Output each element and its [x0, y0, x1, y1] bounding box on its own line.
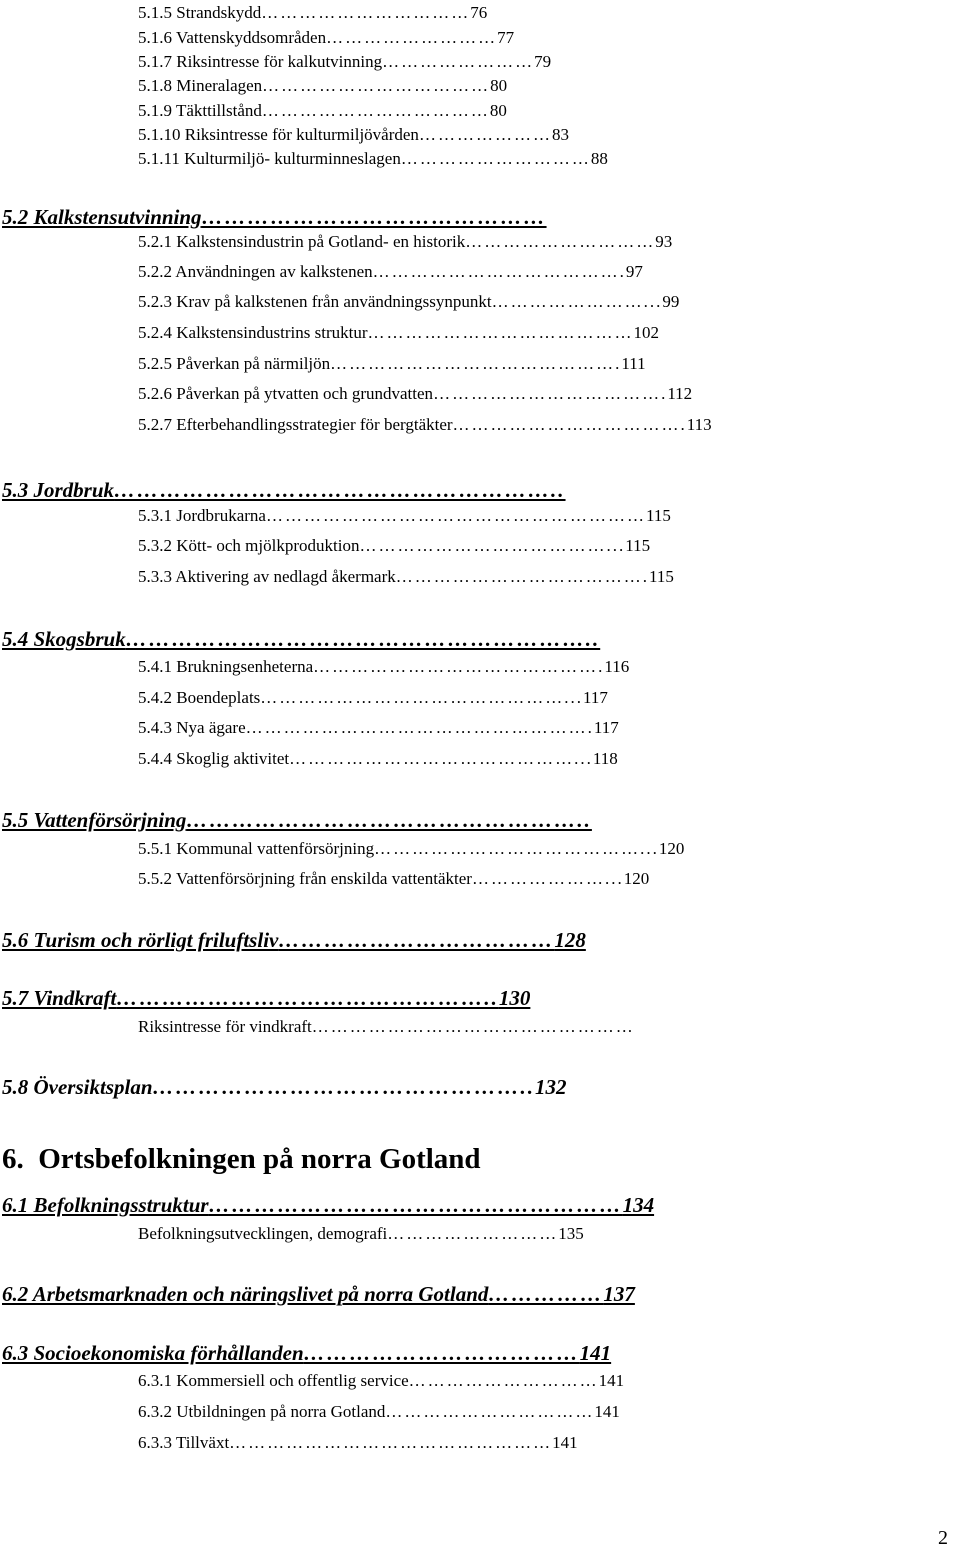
toc-dot-leader: …………………...	[471, 869, 624, 888]
toc-subentry	[138, 1432, 938, 1454]
toc-page-number: 79	[534, 52, 552, 71]
toc-dot-leader: ……………	[488, 1282, 604, 1306]
toc-subentry	[138, 1016, 938, 1038]
toc-dot-leader: ……………………………………………	[229, 1433, 553, 1452]
toc-dot-leader: ………………………………….	[395, 567, 650, 586]
toc-entry-title: 6.3.1 Kommersiell och offentlig service	[138, 1371, 409, 1390]
toc-page-number: 102	[633, 323, 659, 342]
toc-dot-leader: ………………………………	[278, 928, 555, 952]
toc-entry-title: 5.6 Turism och rörligt friluftsliv	[2, 928, 279, 952]
toc-subentry	[138, 75, 927, 97]
toc-entry-title: Riksintresse för vindkraft	[138, 1017, 312, 1036]
toc-page-number: 134	[622, 1193, 655, 1217]
toc-page-number: 76	[470, 3, 488, 22]
toc-dot-leader: …………………………………………..	[152, 1075, 536, 1099]
toc-entry-title: 6.1 Befolkningsstruktur	[2, 1193, 209, 1217]
toc-subentry	[138, 27, 927, 49]
toc-entry-title: 5.1.7 Riksintresse för kalkutvinning	[138, 52, 383, 71]
toc-entry-title: 5.3.3 Aktivering av nedlagd åkermark	[138, 567, 396, 586]
toc-dot-leader: ……………………………………………….	[245, 718, 594, 737]
toc-entry-title: 5.3.2 Kött- och mjölkproduktion	[138, 536, 360, 555]
toc-subentry	[138, 2, 927, 24]
toc-dot-leader: ……………………………………	[367, 323, 634, 342]
toc-dot-leader: ………………………………………...	[289, 749, 593, 768]
toc-entry-title: 5.2.6 Påverkan på ytvatten och grundvatten	[138, 384, 434, 403]
toc-section	[2, 985, 935, 1012]
toc-entry-title: 5.2.4 Kalkstensindustrins struktur	[138, 323, 368, 342]
toc-dot-leader: ……………………...	[491, 292, 663, 311]
toc-dot-leader: ………………………………	[262, 76, 491, 95]
toc-dot-leader: ……………………………….	[433, 384, 668, 403]
toc-entry-title: 5.2.7 Efterbehandlingsstrategier för bergtäkter	[138, 415, 453, 434]
toc-section	[2, 807, 954, 834]
toc-dot-leader: ………………………………	[303, 1341, 580, 1365]
toc-entry-title: 6.3.3 Tillväxt	[138, 1433, 230, 1452]
toc-subentry	[138, 124, 927, 146]
toc-subentry	[138, 505, 938, 527]
toc-page-number: 77	[497, 28, 515, 47]
toc-dot-leader: ……………………………………………..	[186, 808, 592, 832]
toc-subentry	[138, 838, 938, 860]
toc-dot-leader: ……………………………………………	[311, 1017, 635, 1036]
toc-section	[2, 1340, 935, 1367]
toc-subentry	[138, 1370, 938, 1392]
toc-entry-title: 5.1.5 Strandskydd	[138, 3, 262, 22]
toc-entry-title: 5.8 Översiktsplan	[2, 1075, 153, 1099]
toc-page-number: 117	[583, 688, 608, 707]
toc-entry-title: 5.2.1 Kalkstensindustrin på Gotland- en historik	[138, 232, 466, 251]
toc-subentry	[138, 1401, 938, 1423]
toc-page-number: 130	[498, 986, 531, 1010]
toc-page-number: 99	[662, 292, 680, 311]
toc-dot-leader: ……………………………	[261, 3, 471, 22]
toc-dot-leader: ……………………………………………………	[265, 506, 646, 525]
toc-page-number: 120	[623, 869, 650, 888]
toc-page-number: 117	[593, 718, 619, 737]
toc-page-number: 128	[554, 928, 586, 952]
toc-subentry	[138, 261, 938, 283]
toc-subentry	[138, 868, 938, 890]
toc-entry-title: 6. Ortsbefolkningen på norra Gotland	[2, 1143, 481, 1175]
toc-section	[2, 1281, 935, 1308]
toc-page-number: 115	[649, 567, 674, 586]
toc-entry-title: 6.2 Arbetsmarknaden och näringslivet på norra Gotland	[2, 1282, 489, 1306]
toc-dot-leader: …………………………	[465, 232, 656, 251]
toc-page-number: 115	[625, 536, 651, 555]
toc-page-number: 141	[594, 1402, 620, 1421]
toc-dot-leader: ……………………………………….	[313, 657, 605, 676]
toc-section	[2, 927, 935, 954]
toc-entry-title: 5.5.1 Kommunal vattenförsörjning	[138, 839, 375, 858]
toc-dot-leader: …………………………………………...	[260, 688, 584, 707]
toc-subentry	[138, 748, 938, 770]
toc-section	[2, 626, 954, 653]
toc-page-number: 115	[645, 506, 671, 525]
toc-page-number: 118	[592, 749, 618, 768]
toc-section	[2, 477, 960, 504]
toc-dot-leader: …………………	[418, 125, 552, 144]
toc-subentry	[138, 291, 938, 313]
toc-subentry	[138, 100, 927, 122]
toc-section	[2, 1074, 935, 1101]
toc-entry-title: 5.1.6 Vattenskyddsområden	[138, 28, 327, 47]
toc-subentry	[138, 717, 938, 739]
toc-page-number: 120	[658, 839, 685, 858]
toc-dot-leader: …………………………………………..	[116, 986, 499, 1010]
toc-entry-title: 5.4.4 Skoglig aktivitet	[138, 749, 290, 768]
toc-subentry	[138, 1223, 938, 1245]
toc-page-number: 112	[667, 384, 693, 403]
toc-dot-leader: ………………………	[326, 28, 498, 47]
toc-entry-title: 5.2.5 Påverkan på närmiljön	[138, 354, 331, 373]
toc-entry-title: 5.2.2 Användningen av kalkstenen	[138, 262, 373, 281]
toc-dot-leader: ………………………………………………	[208, 1193, 623, 1217]
toc-dot-leader: ……………………………….	[452, 415, 687, 434]
toc-entry-title: 5.1.9 Täkttillstånd	[138, 101, 262, 120]
toc-dot-leader: …………………………………...	[359, 536, 626, 555]
toc-subentry	[138, 535, 938, 557]
toc-entry-title: 6.3.2 Utbildningen på norra Gotland	[138, 1402, 386, 1421]
toc-entry-title: 5.1.8 Mineralagen	[138, 76, 263, 95]
toc-dot-leader: …………………………	[400, 149, 591, 168]
toc-subentry	[138, 383, 938, 405]
toc-subentry	[138, 322, 938, 344]
toc-page-number: 141	[552, 1433, 578, 1452]
toc-entry-title: 5.5 Vattenförsörjning	[2, 808, 187, 832]
toc-entry-title: 5.1.10 Riksintresse för kulturmiljövården	[138, 125, 419, 144]
toc-subentry	[138, 148, 927, 170]
toc-section	[2, 204, 950, 231]
toc-dot-leader: ……………………	[382, 52, 535, 71]
toc-entry-title: 6.3 Socioekonomiska förhållanden	[2, 1341, 304, 1365]
toc-dot-leader: ……………………………………...	[374, 839, 659, 858]
toc-subentry	[138, 566, 938, 588]
toc-page-number: 111	[621, 354, 646, 373]
page-number: 2	[938, 1527, 948, 1549]
toc-entry-title: 5.7 Vindkraft	[2, 986, 117, 1010]
toc-entry-title: 5.5.2 Vattenförsörjning från enskilda vattentäkter	[138, 869, 472, 888]
toc-page-number: 80	[489, 101, 507, 120]
toc-dot-leader: ……………………………………………………..	[125, 627, 601, 651]
toc-page-number: 83	[551, 125, 569, 144]
toc-entry-title: 5.1.11 Kulturmiljö- kulturminneslagen	[138, 149, 401, 168]
toc-subentry	[138, 51, 927, 73]
toc-dot-leader: ………………………………………	[201, 205, 547, 229]
toc-chapter	[2, 1142, 802, 1178]
toc-subentry	[138, 353, 938, 375]
toc-entry-title: 5.2 Kalkstensutvinning	[2, 205, 202, 229]
toc-page-number: 93	[655, 232, 673, 251]
toc-dot-leader: ………………………	[387, 1224, 559, 1243]
toc-entry-title: 5.2.3 Krav på kalkstenen från användningssynpunkt	[138, 292, 492, 311]
toc-dot-leader: …………………………………………………..	[114, 478, 566, 502]
toc-page-number: 80	[490, 76, 508, 95]
toc-entry-title: 5.3.1 Jordbrukarna	[138, 506, 266, 525]
toc-entry-title: 5.4.2 Boendeplats	[138, 688, 261, 707]
toc-entry-title: Befolkningsutvecklingen, demografi	[138, 1224, 388, 1243]
toc-subentry	[138, 231, 938, 253]
toc-page-number: 113	[686, 415, 712, 434]
toc-entry-title: 5.4.1 Brukningsenheterna	[138, 657, 314, 676]
toc-entry-title: 5.4 Skogsbruk	[2, 627, 126, 651]
toc-page-number: 88	[590, 149, 608, 168]
toc-page-number: 116	[604, 657, 630, 676]
toc-page-number: 141	[579, 1341, 612, 1365]
toc-page-number: 97	[625, 262, 643, 281]
toc-page-number: 132	[535, 1075, 567, 1099]
toc-dot-leader: ……………………………………….	[330, 354, 622, 373]
toc-page-number: 135	[558, 1224, 584, 1243]
toc-subentry	[138, 414, 938, 436]
toc-entry-title: 5.4.3 Nya ägare	[138, 718, 246, 737]
toc-page-number: 141	[598, 1371, 625, 1390]
toc-section	[2, 1192, 935, 1219]
toc-dot-leader: ……………………………	[385, 1402, 595, 1421]
toc-subentry	[138, 656, 938, 678]
toc-dot-leader: ………………………………	[261, 101, 490, 120]
toc-dot-leader: …………………………	[408, 1371, 599, 1390]
toc-entry-title: 5.3 Jordbruk	[2, 478, 115, 502]
toc-subentry	[138, 687, 938, 709]
toc-page-number: 137	[603, 1282, 635, 1306]
toc-dot-leader: ………………………………….	[372, 262, 626, 281]
